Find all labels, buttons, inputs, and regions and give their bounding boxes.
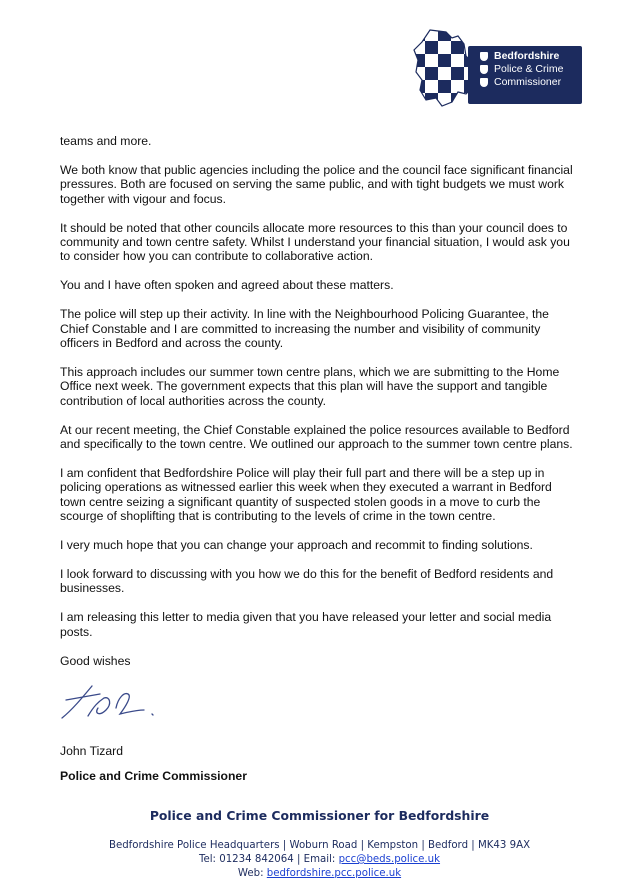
letter-paragraph: The police will step up their activity. In line with the Neighbourhood Policing Guarantee, the Chief Constable and I are committed to increasing the number and visibility of community officers in Bedford and across the county. [60, 307, 549, 351]
footer-title: Police and Crime Commissioner for Bedfordshire [149, 808, 490, 823]
letter-paragraph: teams and more. [60, 134, 152, 148]
letter-paragraph: You and I have often spoken and agreed about these matters. [60, 278, 394, 293]
letter-paragraph: We both know that public agencies including the police and the council face significant financial pressures. Both are focused on serving the same public, and with tight budgets we must work together with vigour and focus. [60, 162, 573, 206]
bedfordshire-map-icon [412, 28, 476, 110]
footer-contact [0, 853, 639, 867]
letter-paragraph: This approach includes our summer town centre plans, which we are submitting to the Home Office next week. The government expects that this plan will have the support and tangible contribution of local authorities across the county. [60, 364, 560, 408]
letter-closing: Good wishes [60, 653, 131, 668]
handwritten-signature [58, 680, 158, 722]
letter-paragraph: I am releasing this letter to media given that you have released your letter and social media posts. [60, 610, 552, 639]
letter-footer [0, 808, 639, 881]
email-link[interactable]: pcc@beds.police.uk [338, 854, 441, 865]
letter-paragraph: At our recent meeting, the Chief Constable explained the police resources available to Bedford and specifically to the town centre. We outlined our approach to the summer town centre plans. [60, 422, 573, 452]
letter-paragraph: I very much hope that you can change your approach and recommit to finding solutions. [60, 538, 533, 553]
footer-address: Bedfordshire Police Headquarters | Woburn Road | Kempston | Bedford | MK43 9AX [108, 840, 531, 851]
signer-role: Police and Crime Commissioner [60, 769, 247, 783]
crest-icon [480, 52, 488, 61]
footer-tel: Tel: 01234 842064 | Email: [198, 854, 339, 865]
logo-line-police-crime: Police & Crime [494, 63, 564, 75]
letter-paragraph: It should be noted that other councils allocate more resources to this than your council does to community and town centre safety. Whilst I understand your financial situation, I would ask you to consider how you can contribute to collaborative action. [60, 220, 570, 264]
footer-web [0, 867, 639, 881]
letter-paragraph: I look forward to discussing with you how we do this for the benefit of Bedford residents and businesses. [60, 567, 554, 596]
footer-web-prefix: Web: [237, 868, 267, 879]
letter-body [60, 134, 580, 683]
logo-line-commissioner: Commissioner [494, 76, 562, 88]
letter-paragraph: I am confident that Bedfordshire Police will play their full part and there will be a step up in policing operations as witnessed earlier this week when they executed a warrant in Bedford town centre seizing a significant quantity of suspected stolen goods in a move to curb the scourge of shoplifting that is contributing to the levels of crime in the town centre. [60, 466, 552, 524]
crest-icon [480, 65, 488, 74]
website-link[interactable]: bedfordshire.pcc.police.uk [266, 868, 402, 879]
pcc-logo [412, 28, 584, 110]
signer-name: John Tizard [60, 744, 124, 758]
logo-line-bedfordshire: Bedfordshire [494, 50, 560, 62]
crest-icon [480, 78, 488, 87]
